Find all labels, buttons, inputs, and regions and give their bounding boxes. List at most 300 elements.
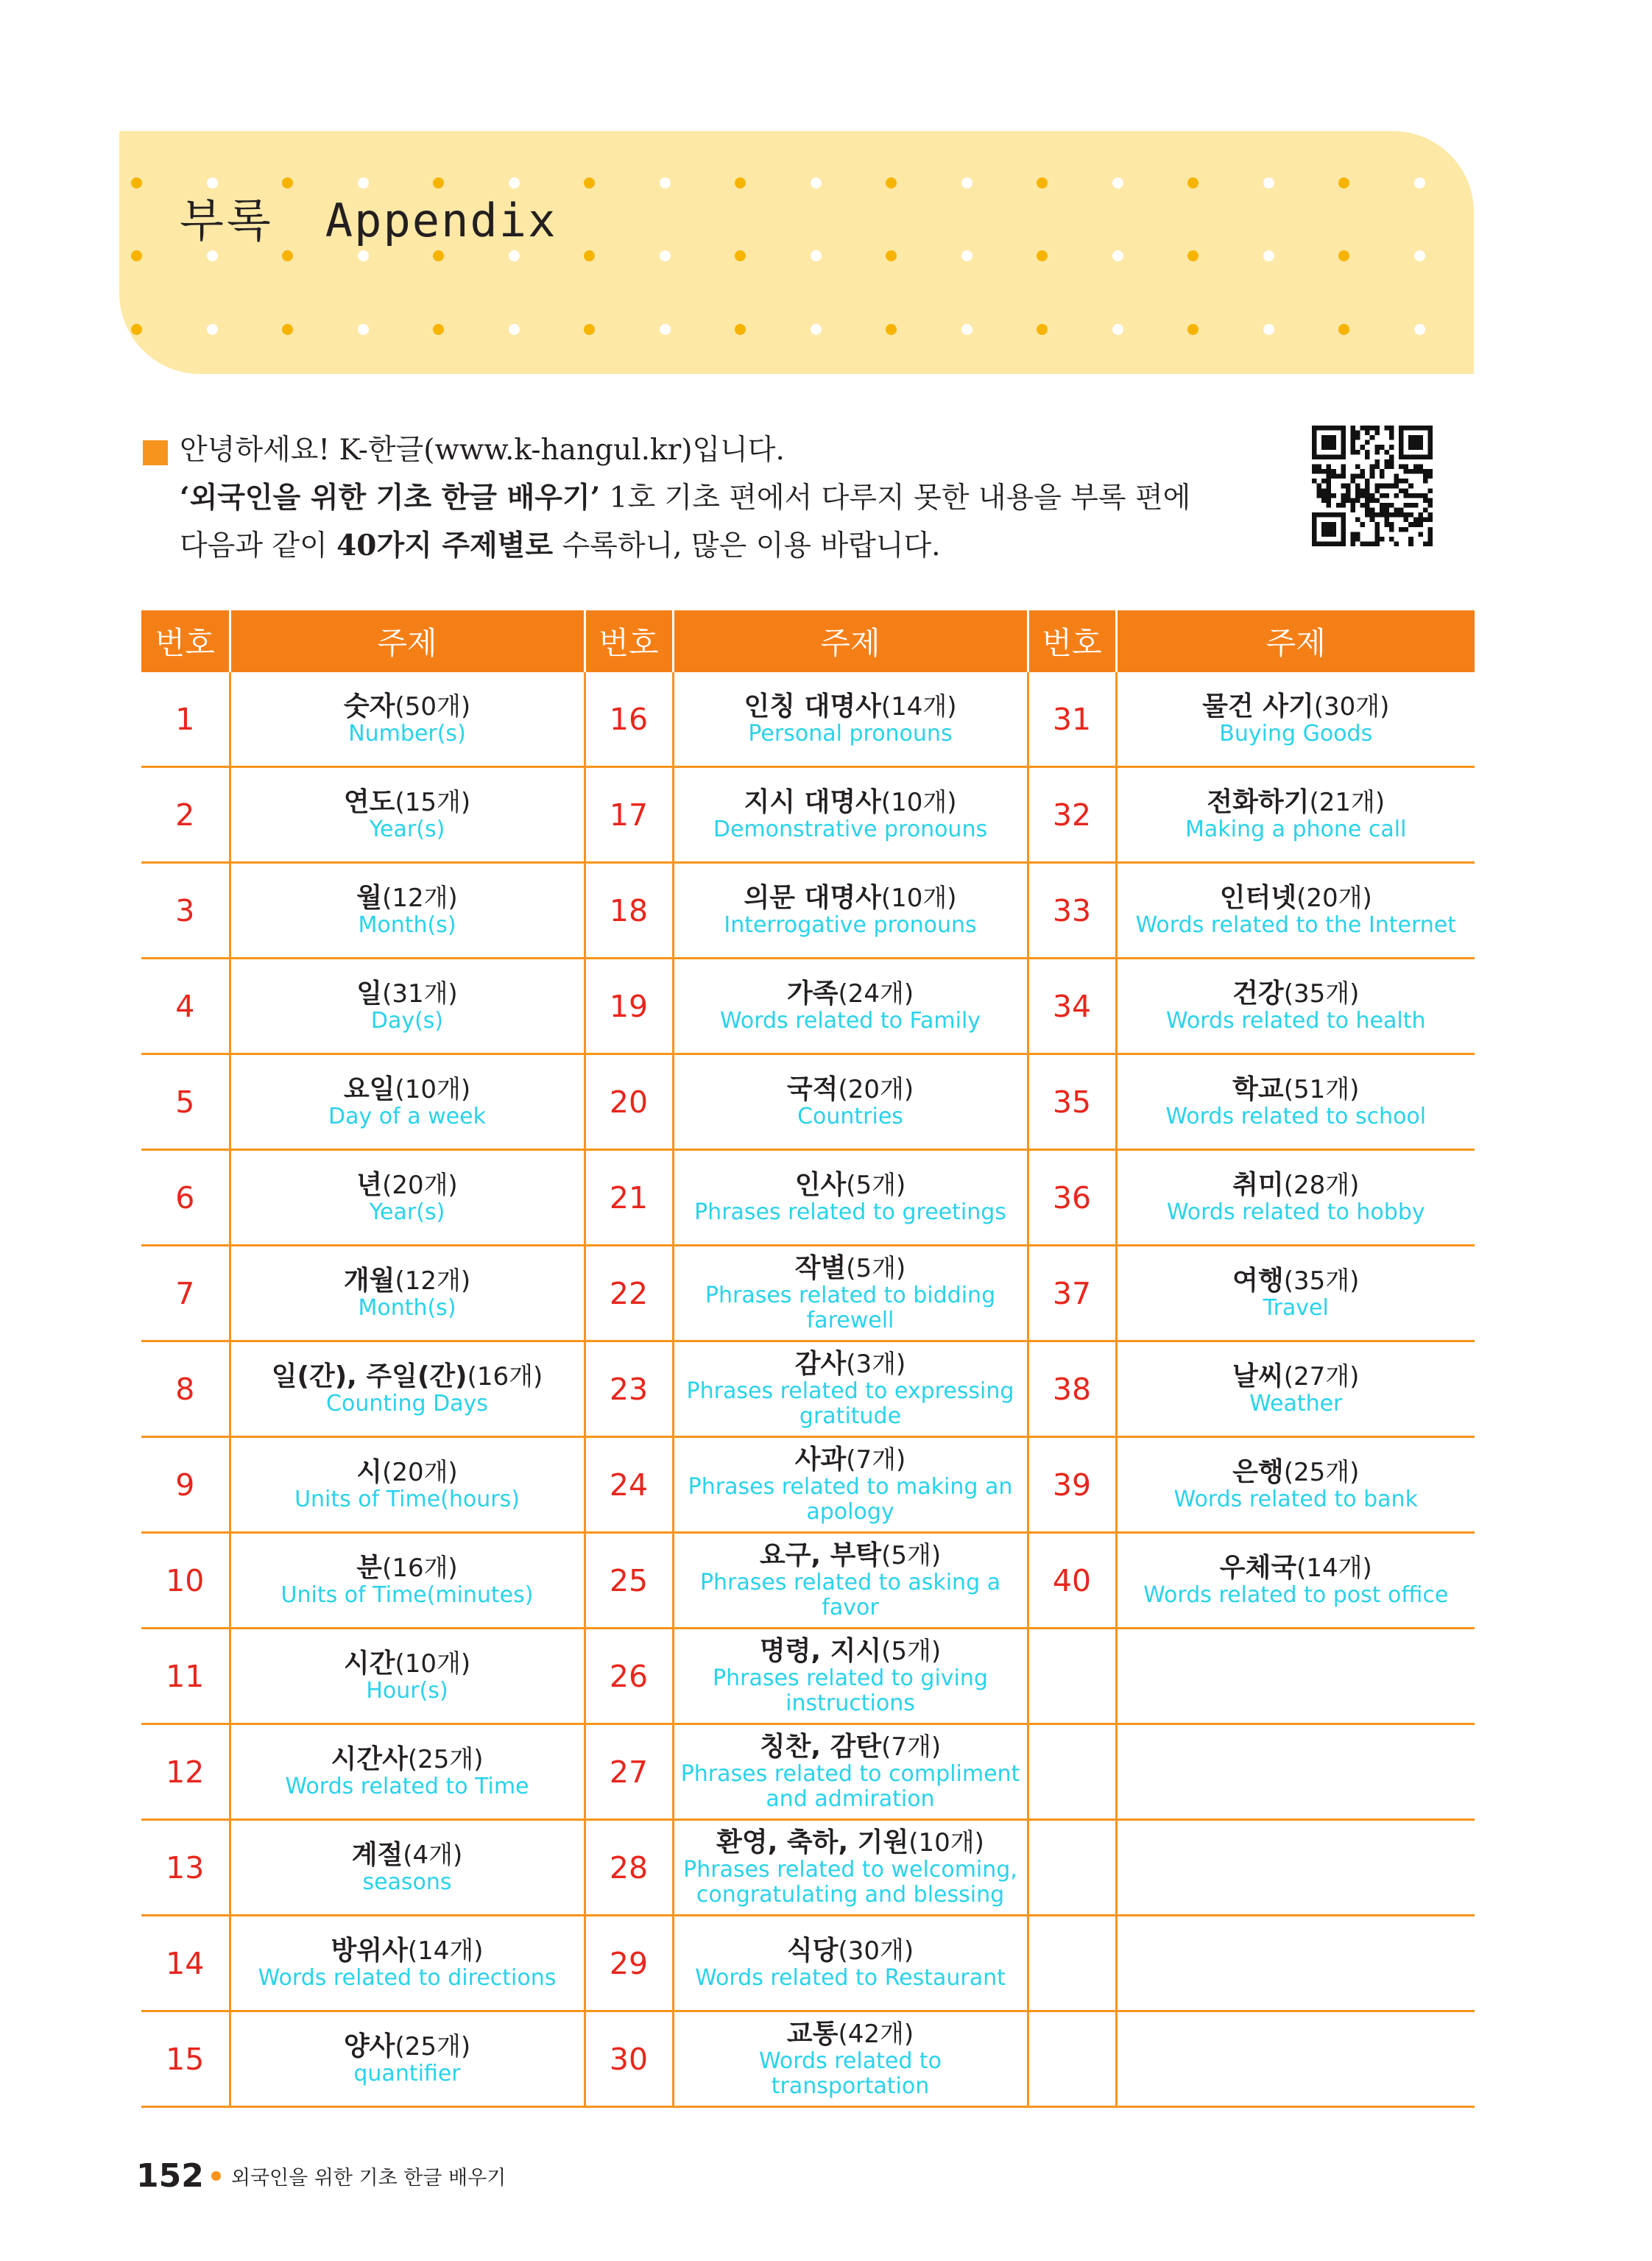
topic-english: Words related to Restaurant [695, 1964, 1006, 1991]
topic-english: Phrases related to asking a favor [699, 1569, 1001, 1620]
topic-count: (10개) [395, 1074, 471, 1104]
topic-cell [230, 1533, 585, 1629]
intro-line-3 [144, 522, 1278, 570]
topic-korean [231, 1841, 584, 1870]
topic-cell [230, 1246, 585, 1341]
topic-korean [1118, 1171, 1475, 1200]
pattern-dot [1414, 250, 1425, 261]
topic-count: (12개) [395, 1266, 471, 1296]
pattern-dot [131, 177, 142, 188]
pattern-dot [509, 250, 520, 261]
topic-korean [231, 1171, 584, 1200]
topic-count: (4개) [403, 1840, 463, 1870]
topic-english: Making a phone call [1185, 816, 1407, 842]
topic-cell [230, 767, 585, 863]
topic-cell [1116, 1916, 1475, 2011]
topic-korean-name: 의문 대명사 [744, 882, 881, 913]
topic-english: Words related to health [1165, 1007, 1426, 1034]
pattern-dot [282, 250, 293, 261]
topic-cell [673, 1437, 1028, 1533]
topic-cell [673, 1533, 1028, 1629]
topic-korean-name: 숫자 [343, 691, 395, 722]
topic-korean [231, 788, 584, 817]
topic-korean [674, 788, 1027, 817]
topic-cell [1116, 1533, 1475, 1629]
topic-number: 7 [141, 1246, 230, 1341]
topic-cell [673, 1916, 1028, 2011]
topic-korean [231, 1075, 584, 1104]
topic-korean [1118, 1553, 1475, 1583]
topic-korean-name: 지시 대명사 [744, 786, 881, 817]
topic-english: Month(s) [358, 911, 456, 938]
topic-korean [674, 1828, 1027, 1858]
topic-korean [674, 883, 1027, 913]
pattern-dot [131, 250, 142, 261]
topic-korean [231, 1936, 584, 1966]
topic-count: (10개) [880, 883, 957, 913]
pattern-dot [207, 324, 218, 335]
topic-number: 16 [585, 672, 673, 767]
pattern-dot [1338, 177, 1349, 188]
appendix-banner [119, 131, 1474, 374]
topic-count: (5개) [881, 1636, 942, 1666]
topic-korean [674, 1075, 1027, 1104]
topic-count: (21개) [1309, 787, 1386, 817]
topic-cell [1116, 1629, 1475, 1724]
topic-count: (3개) [846, 1349, 906, 1379]
qr-code-icon[interactable] [1312, 426, 1433, 546]
header-number: 번호 [1028, 610, 1116, 672]
topic-english: Phrases related to bidding farewell [705, 1282, 996, 1333]
topic-count: (10개) [908, 1827, 984, 1858]
topic-korean [674, 1445, 1027, 1475]
topic-cell [230, 1341, 585, 1437]
topic-cell [230, 863, 585, 959]
pattern-dot [584, 324, 595, 335]
topic-number [1028, 1820, 1116, 1916]
topic-korean-name: 명령, 지시 [759, 1635, 882, 1666]
pattern-dot [811, 324, 822, 335]
topic-cell [673, 1054, 1028, 1150]
topic-korean-name: 가족 [786, 978, 839, 1009]
pattern-dot [1112, 250, 1123, 261]
topic-number: 14 [141, 1916, 230, 2011]
topic-korean-name: 분 [356, 1552, 383, 1583]
topic-cell [673, 767, 1028, 863]
topic-number: 20 [585, 1054, 673, 1150]
topic-number: 19 [585, 959, 673, 1054]
topic-number: 2 [141, 767, 230, 863]
topic-number: 36 [1028, 1150, 1116, 1246]
topic-count: (7개) [881, 1732, 942, 1762]
pattern-dot [811, 250, 822, 261]
header-topic: 주제 [673, 610, 1028, 672]
intro-line-2-rest: 1호 기초 편에서 다루지 못한 내용을 부록 편에 [600, 482, 1191, 515]
table-row [141, 1629, 1475, 1724]
pattern-dot [509, 324, 520, 335]
pattern-dot [886, 250, 897, 261]
topic-number [1028, 2011, 1116, 2107]
topic-korean-name: 요구, 부탁 [759, 1539, 882, 1570]
pattern-dot [1414, 324, 1425, 335]
topic-korean-name: 우체국 [1219, 1552, 1297, 1583]
topic-korean-name: 시 [356, 1456, 383, 1487]
table-row [141, 1054, 1475, 1150]
pattern-dot [282, 324, 293, 335]
topic-korean [674, 692, 1027, 722]
intro-text [144, 427, 1278, 570]
topic-cell [1116, 1054, 1475, 1150]
table-row [141, 1724, 1475, 1820]
topic-korean-name: 월 [356, 882, 383, 913]
topic-number: 13 [141, 1820, 230, 1916]
topic-number: 32 [1028, 767, 1116, 863]
topic-korean-name: 계절 [351, 1839, 403, 1870]
topic-number: 9 [141, 1437, 230, 1533]
table-header-row [141, 610, 1475, 672]
topic-count: (20개) [838, 1074, 914, 1104]
pattern-dot [735, 324, 746, 335]
topic-number: 1 [141, 672, 230, 767]
topic-korean-name: 양사 [343, 2031, 395, 2061]
topic-number: 37 [1028, 1246, 1116, 1341]
topic-cell [1116, 1437, 1475, 1533]
topic-cell [230, 1724, 585, 1820]
topic-korean [231, 1458, 584, 1487]
topic-cell [673, 863, 1028, 959]
topic-cell [673, 1150, 1028, 1246]
pattern-dot [660, 177, 671, 188]
topic-korean [674, 1350, 1027, 1379]
table-row [141, 863, 1475, 959]
pattern-dot [735, 177, 746, 188]
topic-number: 34 [1028, 959, 1116, 1054]
topic-korean [231, 883, 584, 913]
topic-count: (20개) [1296, 883, 1372, 913]
topic-korean [1118, 692, 1475, 722]
topic-korean-name: 환영, 축하, 기원 [716, 1827, 909, 1858]
topic-korean [231, 1266, 584, 1296]
topic-cell [1116, 1820, 1475, 1916]
topic-korean-name: 물건 사기 [1202, 691, 1314, 722]
topic-count: (28개) [1283, 1170, 1360, 1200]
topic-number: 24 [585, 1437, 673, 1533]
topic-korean-name: 연도 [343, 786, 395, 817]
footer-book-title: 외국인을 위한 기초 한글 배우기 [230, 2167, 506, 2190]
topic-english: Words related to Time [285, 1773, 529, 1799]
topic-english: seasons [362, 1869, 452, 1895]
topic-cell [230, 2011, 585, 2107]
topic-korean-name: 감사 [794, 1348, 847, 1379]
topic-count: (42개) [838, 2019, 914, 2049]
banner-title [180, 184, 557, 250]
topic-korean-name: 작별 [794, 1252, 847, 1283]
topic-korean-name: 사과 [794, 1444, 847, 1475]
intro-line-1-text: 안녕하세요! K-한글(www.k-hangul.kr)입니다. [180, 434, 785, 467]
intro-line-3-rest: 수록하니, 많은 이용 바랍니다. [553, 529, 941, 562]
topic-number: 26 [585, 1629, 673, 1724]
topic-korean-name: 방위사 [331, 1935, 408, 1966]
topic-number: 25 [585, 1533, 673, 1629]
topic-count: (10개) [395, 1648, 471, 1679]
topic-count: (15개) [395, 787, 471, 817]
topic-number: 23 [585, 1341, 673, 1437]
page-footer [136, 2157, 506, 2195]
topic-english: Words related to hobby [1166, 1199, 1425, 1225]
topic-number [1028, 1629, 1116, 1724]
pattern-dot [961, 177, 973, 188]
topic-english: Words related to Family [719, 1007, 981, 1034]
topic-cell [230, 1437, 585, 1533]
topic-count: (35개) [1283, 1266, 1360, 1296]
topic-english: Words related to directions [258, 1964, 557, 1991]
pattern-dot [1037, 324, 1048, 335]
page-number: 152 [136, 2157, 204, 2195]
banner-title-ko: 부록 [180, 194, 274, 247]
topic-cell [230, 1629, 585, 1724]
pattern-dot [660, 324, 671, 335]
table-row [141, 672, 1475, 767]
topic-count: (14개) [1296, 1553, 1372, 1583]
topic-korean [674, 1171, 1027, 1200]
topic-count: (14개) [880, 691, 957, 722]
topic-korean [674, 1637, 1027, 1666]
table-row [141, 767, 1475, 863]
pattern-dot [961, 250, 973, 261]
topic-cell [673, 2011, 1028, 2107]
pattern-dot [584, 250, 595, 261]
topic-number: 28 [585, 1820, 673, 1916]
topic-korean [674, 979, 1027, 1009]
topic-count: (5개) [846, 1253, 906, 1283]
topic-english: Units of Time(hours) [294, 1486, 520, 1512]
pattern-dot [584, 177, 595, 188]
topic-korean [1118, 1075, 1475, 1104]
topic-cell [230, 1150, 585, 1246]
topic-number [1028, 1916, 1116, 2011]
intro-line-1 [144, 427, 1278, 474]
topic-korean [674, 2020, 1027, 2049]
topic-english: Units of Time(minutes) [280, 1581, 534, 1608]
pattern-dot [886, 324, 897, 335]
topic-korean [1118, 1458, 1475, 1487]
header-topic: 주제 [1116, 610, 1475, 672]
topic-number: 39 [1028, 1437, 1116, 1533]
topic-korean-name: 취미 [1232, 1169, 1284, 1200]
pattern-dot [735, 250, 746, 261]
topic-count: (51개) [1283, 1074, 1360, 1104]
topic-cell [673, 1246, 1028, 1341]
topic-english: Weather [1249, 1390, 1343, 1417]
topic-cell [1116, 959, 1475, 1054]
topic-count: (10개) [880, 787, 957, 817]
topic-cell [673, 1724, 1028, 1820]
footer-dot [211, 2171, 221, 2181]
topic-count: (16개) [382, 1553, 458, 1583]
topic-korean-name: 인칭 대명사 [744, 691, 881, 722]
pattern-dot [811, 177, 822, 188]
topic-english: Travel [1263, 1294, 1329, 1321]
topic-cell [1116, 1341, 1475, 1437]
topic-cell [673, 1629, 1028, 1724]
topic-korean-name: 개월 [343, 1265, 395, 1296]
topic-english: Personal pronouns [748, 720, 953, 747]
topic-number: 30 [585, 2011, 673, 2107]
topic-korean-name: 시간사 [331, 1743, 408, 1774]
topic-english: Counting Days [326, 1390, 488, 1417]
topic-korean [231, 1745, 584, 1774]
topic-english: Number(s) [348, 720, 466, 747]
topic-korean-name: 국적 [786, 1073, 839, 1104]
topic-korean [231, 692, 584, 722]
topic-english: Hour(s) [366, 1677, 448, 1704]
topic-number: 38 [1028, 1341, 1116, 1437]
topic-english: Phrases related to expressing gratitude [686, 1378, 1014, 1429]
topic-korean-name: 요일 [343, 1073, 395, 1104]
topic-english: Month(s) [358, 1294, 456, 1321]
intro-topic-count: 40가지 주제별로 [336, 529, 554, 562]
topic-cell [1116, 1724, 1475, 1820]
topic-korean-name: 여행 [1232, 1265, 1284, 1296]
pattern-dot [1263, 250, 1274, 261]
pattern-dot [131, 324, 142, 335]
pattern-dot [1112, 177, 1123, 188]
pattern-dot [886, 177, 897, 188]
topic-cell [673, 672, 1028, 767]
topic-cell [1116, 863, 1475, 959]
pattern-dot [207, 250, 218, 261]
appendix-topic-table [141, 610, 1475, 2108]
topic-cell [1116, 672, 1475, 767]
topic-english: Words related to post office [1143, 1581, 1449, 1608]
pattern-dot [433, 250, 444, 261]
topic-count: (5개) [846, 1170, 906, 1200]
pattern-dot [433, 324, 444, 335]
topic-korean [674, 1541, 1027, 1570]
topic-korean [231, 979, 584, 1009]
topic-korean [674, 1732, 1027, 1762]
topic-korean-name: 날씨 [1232, 1361, 1284, 1391]
topic-count: (12개) [382, 883, 458, 913]
topic-english: Phrases related to welcoming, congratulating and blessing [683, 1856, 1017, 1908]
topic-english: Phrases related to greetings [694, 1199, 1006, 1225]
topic-korean-name: 인사 [794, 1169, 847, 1200]
pattern-dot [1263, 324, 1274, 335]
topic-number [1028, 1724, 1116, 1820]
topic-count: (25개) [407, 1744, 484, 1774]
pattern-dot [1187, 250, 1199, 261]
topic-count: (20개) [382, 1457, 458, 1487]
topic-count: (20개) [382, 1170, 458, 1200]
topic-korean [231, 1553, 584, 1583]
topic-cell [230, 1916, 585, 2011]
topic-korean [231, 1362, 584, 1391]
intro-line-2 [144, 474, 1278, 522]
topic-english: Day(s) [370, 1007, 444, 1034]
pattern-dot [1037, 250, 1048, 261]
header-topic: 주제 [230, 610, 585, 672]
topic-cell [673, 1820, 1028, 1916]
topic-number: 6 [141, 1150, 230, 1246]
topic-english: Year(s) [369, 816, 445, 842]
topic-number: 12 [141, 1724, 230, 1820]
topic-number: 35 [1028, 1054, 1116, 1150]
table-row [141, 2011, 1475, 2107]
topic-count: (27개) [1283, 1361, 1360, 1391]
pattern-dot [1414, 177, 1425, 188]
topic-cell [673, 959, 1028, 1054]
topic-number: 29 [585, 1916, 673, 2011]
topic-korean-name: 식당 [786, 1935, 839, 1966]
topic-count: (5개) [881, 1540, 942, 1570]
topic-number: 31 [1028, 672, 1116, 767]
topic-korean-name: 칭찬, 감탄 [759, 1731, 882, 1762]
table-row [141, 1246, 1475, 1341]
topic-korean-name: 일 [356, 978, 383, 1009]
topic-korean-name: 학교 [1232, 1073, 1284, 1104]
topic-number: 5 [141, 1054, 230, 1150]
topic-english: Words related to school [1165, 1103, 1427, 1129]
topic-count: (35개) [1283, 978, 1360, 1009]
intro-book-title: ‘외국인을 위한 기초 한글 배우기’ [180, 481, 601, 515]
pattern-dot [1187, 324, 1199, 335]
topic-korean [1118, 788, 1475, 817]
pattern-dot [1037, 177, 1048, 188]
topic-count: (50개) [395, 691, 471, 722]
pattern-dot [1112, 324, 1123, 335]
topic-cell [1116, 1246, 1475, 1341]
topic-number: 40 [1028, 1533, 1116, 1629]
topic-count: (31개) [382, 978, 458, 1009]
topic-korean [674, 1936, 1027, 1966]
header-number: 번호 [585, 610, 673, 672]
topic-english: Year(s) [369, 1199, 445, 1225]
topic-cell [230, 959, 585, 1054]
topic-korean [1118, 979, 1475, 1009]
topic-count: (30개) [1313, 691, 1390, 722]
topic-number: 18 [585, 863, 673, 959]
topic-number: 10 [141, 1533, 230, 1629]
topic-number: 27 [585, 1724, 673, 1820]
topic-cell [1116, 1150, 1475, 1246]
topic-english: Buying Goods [1219, 720, 1373, 747]
table-row [141, 1437, 1475, 1533]
pattern-dot [1338, 324, 1349, 335]
topic-number: 8 [141, 1341, 230, 1437]
topic-english: Phrases related to compliment and admiration [680, 1760, 1020, 1812]
topic-cell [230, 1054, 585, 1150]
topic-english: Words related to bank [1173, 1486, 1418, 1512]
topic-korean [674, 1254, 1027, 1283]
intro-line-3-pre: 다음과 같이 [180, 529, 337, 562]
topic-korean-name: 은행 [1232, 1456, 1284, 1487]
topic-korean-name: 시간 [343, 1648, 395, 1679]
pattern-dot [358, 324, 369, 335]
topic-cell [673, 1341, 1028, 1437]
topic-cell [230, 1820, 585, 1916]
topic-korean-name: 인터넷 [1219, 882, 1297, 913]
table-row [141, 1820, 1475, 1916]
topic-count: (30개) [838, 1936, 914, 1966]
topic-count: (16개) [467, 1361, 543, 1391]
topic-korean-name: 건강 [1232, 978, 1284, 1009]
table-row [141, 1150, 1475, 1246]
topic-english: Phrases related to making an apology [688, 1473, 1013, 1525]
banner-title-en: Appendix [325, 194, 557, 247]
topic-number: 4 [141, 959, 230, 1054]
pattern-dot [660, 250, 671, 261]
header-number: 번호 [141, 610, 230, 672]
